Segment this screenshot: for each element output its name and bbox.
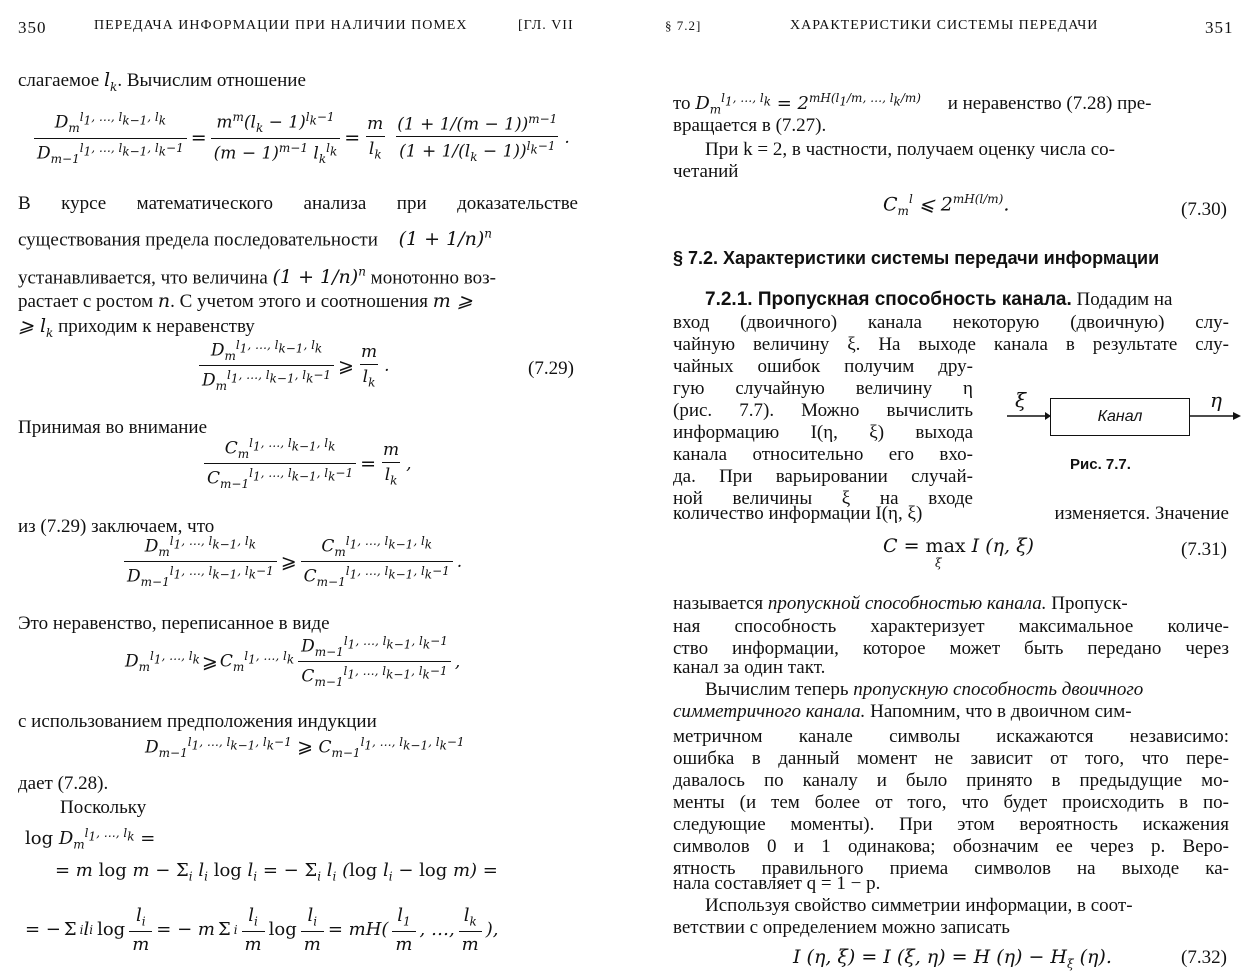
equation-7-30: $C_m^l$ ⩽ $2^{mH(l/m)}$. [883, 192, 1010, 219]
output-symbol: η [1210, 388, 1222, 412]
paragraph-line: ошибка в данный момент не зависит от того, что пере- [673, 748, 1229, 769]
page-number-right: 351 [1205, 18, 1234, 37]
equation-subscript: ξ [935, 556, 942, 570]
paragraph-line: дает (7.28). [18, 773, 109, 794]
chapter-ref: [ГЛ. VII [518, 18, 574, 33]
paragraph-line: Используя свойство симметрии информации, в соот- [705, 895, 1133, 916]
paragraph-line: Поскольку [60, 797, 147, 818]
equation-number: (7.31) [1181, 539, 1227, 560]
paragraph-line: нала составляет q = 1 − p. [673, 873, 881, 894]
paragraph-line: символов 0 и 1 одинакова; обозначим ее через p. Веро- [673, 836, 1229, 857]
right-running-head [645, 18, 1234, 42]
left-running-head [18, 18, 591, 42]
running-head-title-left: ПЕРЕДАЧА ИНФОРМАЦИИ ПРИ НАЛИЧИИ ПОМЕХ [94, 18, 468, 33]
paragraph-line: растает с ростом n. С учетом этого и соотношения m ⩾ [18, 290, 473, 312]
left-page [0, 0, 605, 978]
paragraph-line: ⩾ $l_k$ приходим к неравенству [18, 315, 255, 340]
paragraph-line: четаний [673, 161, 739, 182]
paragraph-line: из (7.29) заключаем, что [18, 516, 215, 537]
input-symbol: ξ [1015, 388, 1027, 412]
equation-log-expansion-2: = − Σ i l i log $\frac{l_i}{m}$ = − m Σ i $\frac{l_i}{m}$ log $\frac{l_i}{m}$ = mH( $\frac{l_1}{m}$ , …, $\frac{l_k}{m}$ ), [25, 905, 499, 955]
paragraph-line: Это неравенство, переписанное в виде [18, 613, 330, 634]
paragraph-line: В курсе математического анализа при доказательстве [18, 193, 578, 214]
paragraph-line: менты (и тем более от того, что будет происходить в по- [673, 792, 1229, 813]
paragraph-line: информацию I(η, ξ) выхода [673, 422, 973, 443]
equation-d-c-inequality: $\frac{D_m^{l_1, \dots, l_{k-1}, l_k}}{D_{m-1}^{l_1, \dots, l_{k-1}, l_k-1}}$ ⩾ $\frac{C_m^{l_1, \dots, l_{k-1}, l_k}}{C_{m-1}^{l_1, \dots, l_{k-1}, l_k-1}}$ . [120, 534, 462, 589]
equation-rewritten: $D_m^{l_1, \dots, l_k}$ ⩾ $C_m^{l_1, \dots, l_k}$ $\frac{D_{m-1}^{l_1, \dots, l_{k-1}, l_k-1}}{C_{m-1}^{l_1, \dots, l_{k-1}, l_k-1}}$ , [125, 634, 461, 690]
equation-7-31: C = max I (η, ξ) [883, 535, 1034, 557]
channel-box: Канал [1050, 398, 1190, 436]
paragraph-line: чайных ошибок получим дру- [673, 356, 973, 377]
paragraph-line: слагаемое $l_k$. Вычислим отношение [18, 69, 306, 94]
right-page [625, 0, 1244, 978]
paragraph-line: При k = 2, в частности, получаем оценку числа со- [705, 139, 1116, 160]
paragraph-line: гую случайную величину η [673, 378, 973, 399]
paragraph-line: существования предела последовательности $(1 + 1/n)^n$ [18, 227, 493, 251]
equation-ratio: $\frac{D_m^{l_1, \dots, l_{k-1}, l_k}}{D_{m-1}^{l_1, \dots, l_{k-1}, l_k-1}}$ = $\frac{m^m(l_k - 1)^{l_k-1}}{(m - 1)^{m-1} l_k^{l_k}}$ = $\frac{m}{l_k}$ $\frac{(1 + 1/(m - 1))^{m-1}}{(1 + 1/(l_k - 1))^{l_k-1}}$ . [30, 92, 570, 184]
paragraph-line: Вычислим теперь пропускную способность двоичного [705, 679, 1144, 700]
paragraph-line: вход (двоичного) канала некоторую (двоичную) слу- [673, 312, 1229, 333]
paragraph-line: чайную величину ξ. На выходе канала в результате слу- [673, 334, 1229, 355]
paragraph-line: ная способность характеризует максимальное количе- [673, 616, 1229, 637]
paragraph-line: давалось по каналу и было принято в предыдущие мо- [673, 770, 1229, 791]
paragraph-line: вращается в (7.27). [673, 115, 827, 136]
paragraph-line: ной величины ξ на входе [673, 488, 973, 509]
equation-induction: $D_{m-1}^{l_1, \dots, l_{k-1}, l_k-1}$ ⩾ $C_{m-1}^{l_1, \dots, l_{k-1}, l_k-1}$ [145, 735, 465, 761]
section-ref: § 7.2] [665, 18, 702, 33]
paragraph-line: (рис. 7.7). Можно вычислить [673, 400, 973, 421]
figure-caption: Рис. 7.7. [1070, 456, 1131, 473]
paragraph-line: да. При варьировании случай- [673, 466, 973, 487]
equation-7-32: I (η, ξ) = I (ξ, η) = H $(\eta) - H_\xi$ (η). [793, 946, 1112, 971]
paragraph-line: канала относительно его вхо- [673, 444, 973, 465]
page-number-left: 350 [18, 18, 47, 37]
equation-log-d: $\log D_m^{l_1, \dots, l_k}$ = [25, 826, 156, 852]
equation-number: (7.29) [528, 358, 574, 379]
paragraph-line: 7.2.1. Пропускная способность канала. Подадим на [705, 289, 1173, 310]
section-title: § 7.2. Характеристики системы передачи информации [673, 248, 1160, 268]
equation-log-expansion-1: = m $\log m - \Sigma_i$ $l_i$ $\log l_i$ = − $\Sigma_i$ $l_i$ (log $l_i - \log m$) = [55, 860, 498, 884]
paragraph-line: метричном канале символы искажаются независимо: [673, 726, 1229, 747]
paragraph-line: количество информации I(η, ξ) изменяется. Значение [673, 503, 1229, 524]
equation-number: (7.32) [1181, 947, 1227, 968]
paragraph-line: симметричного канала. Напомним, что в двоичном сим- [673, 701, 1132, 722]
equation-c-ratio: $\frac{C_m^{l_1, \dots, l_{k-1}, l_k}}{C_{m-1}^{l_1, \dots, l_{k-1}, l_k-1}}$ = $\frac{m}{l_k}$ , [200, 436, 412, 491]
paragraph-line: следующие моменты). При этом вероятность искажения [673, 814, 1229, 835]
paragraph-line: устанавливается, что величина $(1 + 1/n)^n$ монотонно воз- [18, 265, 496, 289]
running-head-title-right: ХАРАКТЕРИСТИКИ СИСТЕМЫ ПЕРЕДАЧИ [790, 18, 1099, 33]
equation-number: (7.30) [1181, 199, 1227, 220]
equation-7-29: $\frac{D_m^{l_1, \dots, l_{k-1}, l_k}}{D_m^{l_1, \dots, l_{k-1}, l_k-1}}$ ⩾ $\frac{m}{l_k}$ . [195, 338, 390, 393]
paragraph-line: ветствии с определением можно записать [673, 917, 1010, 938]
paragraph-line: канал за один такт. [673, 657, 826, 678]
paragraph-line: с использованием предположения индукции [18, 711, 377, 732]
paragraph-line: называется пропускной способностью канала. Пропуск- [673, 593, 1128, 614]
paragraph-line: ятность правильного приема символов на выходе ка- [673, 858, 1229, 879]
paragraph-line: ство информации, которое может быть передано через [673, 638, 1229, 659]
paragraph-line: Принимая во внимание [18, 417, 208, 438]
paragraph-line: то $D_m^{l_1, \dots, l_k} = 2^{mH(l_1/m, \dots, l_k/m)}$ и неравенство (7.28) пре- [673, 91, 1152, 117]
